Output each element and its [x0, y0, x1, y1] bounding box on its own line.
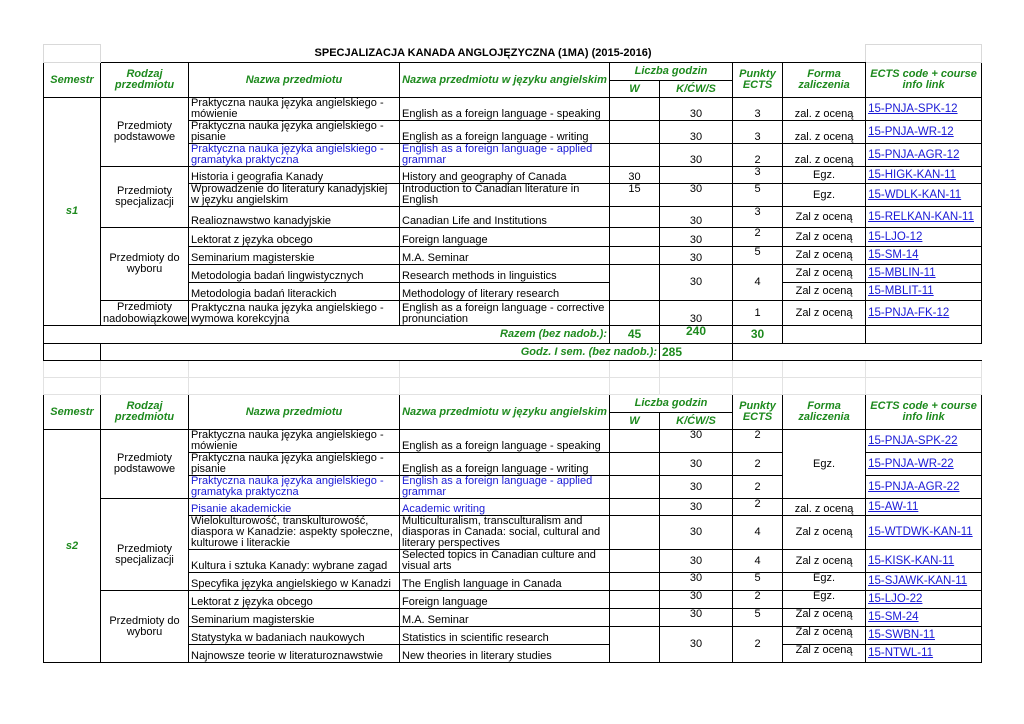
course-name-pl: Seminarium magisterskie	[189, 609, 400, 627]
course-name-pl: Metodologia badań lingwistycznych	[189, 265, 400, 283]
ects-value: 3	[733, 98, 783, 121]
godz-label: Godz. I sem. (bez nadob.):	[101, 344, 660, 361]
header-godzin: Liczba godzin	[610, 63, 733, 81]
course-link[interactable]: 15-PNJA-AGR-22	[866, 476, 982, 499]
course-link[interactable]: 15-MBLIN-11	[866, 265, 982, 283]
hours-k: 30	[660, 627, 733, 663]
header-kcw: K/ĆW/S	[660, 81, 733, 98]
ects-value: 5	[733, 609, 783, 627]
ects-value: 2	[733, 627, 783, 663]
course-link[interactable]: 15-PNJA-SPK-12	[866, 98, 982, 121]
hours-k: 30	[660, 499, 733, 516]
header-rodzaj: Rodzaj przedmiotu	[101, 395, 189, 430]
course-link[interactable]: 15-SM-14	[866, 247, 982, 265]
forma-value: Zal z oceną	[783, 283, 866, 301]
group-label: Przedmioty podstawowe	[101, 430, 189, 499]
forma-value: zal. z oceną	[783, 121, 866, 144]
course-link[interactable]: 15-HIGK-KAN-11	[866, 167, 982, 184]
forma-value: Zal z oceną	[783, 301, 866, 326]
header-link: ECTS code + course info link	[866, 63, 982, 98]
course-name-pl: Lektorat z języka obcego	[189, 228, 400, 247]
course-name-pl: Historia i geografia Kanady	[189, 167, 400, 184]
forma-value: zal. z oceną	[783, 144, 866, 167]
hours-k: 30	[660, 301, 733, 326]
course-name-en: English as a foreign language - corrective pronunciation	[400, 301, 610, 326]
header-forma: Forma zaliczenia	[783, 395, 866, 430]
course-name-pl: Wprowadzenie do literatury kanadyjskiej w języku angielskim	[189, 184, 400, 207]
header-forma: Forma zaliczenia	[783, 63, 866, 98]
course-name-pl: Praktyczna nauka języka angielskiego - gramatyka praktyczna	[189, 476, 400, 499]
course-link[interactable]: 15-MBLIT-11	[866, 283, 982, 301]
forma-value: Zal z oceną	[783, 627, 866, 645]
forma-value: Zal z oceną	[783, 609, 866, 627]
header-ects: Punkty ECTS	[733, 395, 783, 430]
course-name-pl: Specyfika języka angielskiego w Kanadzi	[189, 573, 400, 591]
course-name-en: M.A. Seminar	[400, 247, 610, 265]
course-name-pl: Praktyczna nauka języka angielskiego - wymowa korekcyjna	[189, 301, 400, 326]
hours-k: 30	[660, 121, 733, 144]
ects-value: 3	[733, 121, 783, 144]
header-nazwa-en: Nazwa przedmiotu w języku angielskim	[400, 63, 610, 98]
razem-k: 240	[660, 326, 733, 344]
curriculum-sheet	[43, 44, 981, 663]
hours-k: 30	[660, 247, 733, 265]
course-name-en: English as a foreign language - applied grammar	[400, 144, 610, 167]
curriculum-table	[43, 44, 982, 663]
forma-value: Zal z oceną	[783, 645, 866, 663]
ects-value: 3	[733, 207, 783, 228]
course-link[interactable]: 15-SWBN-11	[866, 627, 982, 645]
course-name-en: Academic writing	[400, 499, 610, 516]
header-nazwa: Nazwa przedmiotu	[189, 63, 400, 98]
hours-w	[610, 301, 660, 326]
course-link[interactable]: 15-PNJA-AGR-12	[866, 144, 982, 167]
hours-k: 30	[660, 144, 733, 167]
course-name-en: English as a foreign language - writing	[400, 121, 610, 144]
course-name-en: The English language in Canada	[400, 573, 610, 591]
hours-w	[610, 228, 660, 247]
course-name-pl: Wielokulturowość, transkulturowość, diaspora w Kanadzie: aspekty społeczne, kulturowe i literackie	[189, 516, 400, 550]
course-name-pl: Seminarium magisterskie	[189, 247, 400, 265]
ects-value: 2	[733, 228, 783, 247]
ects-value: 4	[733, 265, 783, 301]
hours-k: 30	[660, 476, 733, 499]
course-name-en: Foreign language	[400, 228, 610, 247]
course-name-en: History and geography of Canada	[400, 167, 610, 184]
ects-value: 5	[733, 573, 783, 591]
forma-value: zal. z oceną	[783, 499, 866, 516]
course-name-en: English as a foreign language - applied grammar	[400, 476, 610, 499]
table-row	[44, 591, 982, 609]
table-row	[44, 98, 982, 121]
hours-k: 30	[660, 207, 733, 228]
course-link[interactable]: 15-RELKAN-KAN-11	[866, 207, 982, 228]
course-link[interactable]: 15-SM-24	[866, 609, 982, 627]
ects-value: 2	[733, 144, 783, 167]
course-name-en: Canadian Life and Institutions	[400, 207, 610, 228]
ects-value: 4	[733, 516, 783, 550]
ects-value: 4	[733, 550, 783, 573]
forma-value: Egz.	[783, 167, 866, 184]
group-label: Przedmioty specjalizacji	[101, 499, 189, 591]
godz-value: 285	[660, 344, 733, 361]
ects-value: 2	[733, 591, 783, 609]
header-ects: Punkty ECTS	[733, 63, 783, 98]
hours-k: 30	[660, 265, 733, 301]
group-label: Przedmioty nadobowiązkowe	[101, 301, 189, 326]
header-w: W	[610, 413, 660, 430]
hours-w	[610, 121, 660, 144]
course-link[interactable]: 15-LJO-22	[866, 591, 982, 609]
razem-label: Razem (bez nadob.):	[44, 326, 610, 344]
forma-value: Zal z oceną	[783, 207, 866, 228]
header-semestr: Semestr	[44, 395, 101, 430]
course-name-en: Multiculturalism, transculturalism and diasporas in Canada: social, cultural and literary perspectives	[400, 516, 610, 550]
course-link[interactable]: 15-KISK-KAN-11	[866, 550, 982, 573]
group-label: Przedmioty do wyboru	[101, 228, 189, 301]
course-link[interactable]: 15-WDLK-KAN-11	[866, 184, 982, 207]
course-name-en: English as a foreign language - speaking	[400, 430, 610, 453]
semester-label: s1	[44, 98, 101, 326]
group-label: Przedmioty podstawowe	[101, 98, 189, 167]
hours-k: 30	[660, 609, 733, 627]
course-link[interactable]: 15-PNJA-SPK-22	[866, 430, 982, 453]
hours-w	[610, 144, 660, 167]
course-link[interactable]: 15-WTDWK-KAN-11	[866, 516, 982, 550]
godz-row	[44, 344, 982, 361]
course-name-en: Selected topics in Canadian culture and visual arts	[400, 550, 610, 573]
table-row	[44, 301, 982, 326]
group-label: Przedmioty specjalizacji	[101, 167, 189, 228]
header-kcw: K/ĆW/S	[660, 413, 733, 430]
razem-ects: 30	[733, 326, 783, 344]
course-link[interactable]: 15-SJAWK-KAN-11	[866, 573, 982, 591]
ects-value: 5	[733, 184, 783, 207]
course-link[interactable]: 15-PNJA-WR-12	[866, 121, 982, 144]
forma-value: Zal z oceną	[783, 247, 866, 265]
course-name-en: M.A. Seminar	[400, 609, 610, 627]
hours-w	[610, 207, 660, 228]
forma-value: Zal z oceną	[783, 265, 866, 283]
hours-w	[610, 265, 660, 301]
forma-value: zal. z oceną	[783, 98, 866, 121]
hours-k: 30	[660, 516, 733, 550]
razem-w: 45	[610, 326, 660, 344]
course-name-pl: Realioznawstwo kanadyjskie	[189, 207, 400, 228]
course-name-en: Statistics in scientific research	[400, 627, 610, 645]
course-name-pl: Praktyczna nauka języka angielskiego - pisanie	[189, 121, 400, 144]
ects-value: 2	[733, 453, 783, 476]
hours-w: 15	[610, 184, 660, 207]
page-title: SPECJALIZACJA KANADA ANGLOJĘZYCZNA (1MA) (2015-2016)	[101, 45, 866, 63]
course-name-pl: Najnowsze teorie w literaturoznawstwie	[189, 645, 400, 663]
header-rodzaj: Rodzaj przedmiotu	[101, 63, 189, 98]
ects-value: 1	[733, 301, 783, 326]
header-nazwa: Nazwa przedmiotu	[189, 395, 400, 430]
ects-value: 2	[733, 430, 783, 453]
forma-value: Egz.	[783, 430, 866, 499]
semester-label: s2	[44, 430, 101, 663]
course-name-pl: Lektorat z języka obcego	[189, 591, 400, 609]
course-link[interactable]: 15-LJO-12	[866, 228, 982, 247]
hours-k: 30	[660, 184, 733, 207]
course-name-en: Foreign language	[400, 591, 610, 609]
course-name-pl: Metodologia badań literackich	[189, 283, 400, 301]
course-link[interactable]: 15-PNJA-FK-12	[866, 301, 982, 326]
hours-k	[660, 167, 733, 184]
table-row	[44, 430, 982, 453]
hours-k: 30	[660, 98, 733, 121]
course-link[interactable]: 15-NTWL-11	[866, 645, 982, 663]
course-name-pl: Pisanie akademickie	[189, 499, 400, 516]
course-name-en: Research methods in linguistics	[400, 265, 610, 283]
hours-w	[610, 98, 660, 121]
table-row	[44, 499, 982, 516]
course-name-pl: Praktyczna nauka języka angielskiego - mówienie	[189, 430, 400, 453]
course-name-pl: Kultura i sztuka Kanady: wybrane zagad	[189, 550, 400, 573]
course-name-en: New theories in literary studies	[400, 645, 610, 663]
course-link[interactable]: 15-PNJA-WR-22	[866, 453, 982, 476]
hours-k: 30	[660, 550, 733, 573]
forma-value: Zal z oceną	[783, 516, 866, 550]
hours-w: 30	[610, 167, 660, 184]
hours-k: 30	[660, 453, 733, 476]
group-label: Przedmioty do wyboru	[101, 591, 189, 663]
forma-value: Zal z oceną	[783, 228, 866, 247]
course-name-en: Methodology of literary research	[400, 283, 610, 301]
forma-value: Egz.	[783, 573, 866, 591]
hours-w	[610, 247, 660, 265]
header-semestr: Semestr	[44, 63, 101, 98]
hours-k: 30	[660, 573, 733, 591]
header-nazwa-en: Nazwa przedmiotu w języku angielskim	[400, 395, 610, 430]
table-row	[44, 228, 982, 247]
course-name-pl: Praktyczna nauka języka angielskiego - pisanie	[189, 453, 400, 476]
forma-value: Zal z oceną	[783, 550, 866, 573]
hours-k: 30	[660, 228, 733, 247]
forma-value: Egz.	[783, 591, 866, 609]
ects-value: 5	[733, 247, 783, 265]
course-name-pl: Praktyczna nauka języka angielskiego - gramatyka praktyczna	[189, 144, 400, 167]
hours-k: 30	[660, 591, 733, 609]
header-link: ECTS code + course info link	[866, 395, 982, 430]
forma-value: Egz.	[783, 184, 866, 207]
ects-value: 2	[733, 499, 783, 516]
course-name-en: English as a foreign language - speaking	[400, 98, 610, 121]
hours-k: 30	[660, 430, 733, 453]
course-name-en: English as a foreign language - writing	[400, 453, 610, 476]
header-w: W	[610, 81, 660, 98]
ects-value: 2	[733, 476, 783, 499]
razem-row	[44, 326, 982, 344]
table-row	[44, 167, 982, 184]
ects-value: 3	[733, 167, 783, 184]
course-name-en: Introduction to Canadian literature in English	[400, 184, 610, 207]
header-godzin: Liczba godzin	[610, 395, 733, 413]
course-name-pl: Statystyka w badaniach naukowych	[189, 627, 400, 645]
course-link[interactable]: 15-AW-11	[866, 499, 982, 516]
course-name-pl: Praktyczna nauka języka angielskiego - mówienie	[189, 98, 400, 121]
